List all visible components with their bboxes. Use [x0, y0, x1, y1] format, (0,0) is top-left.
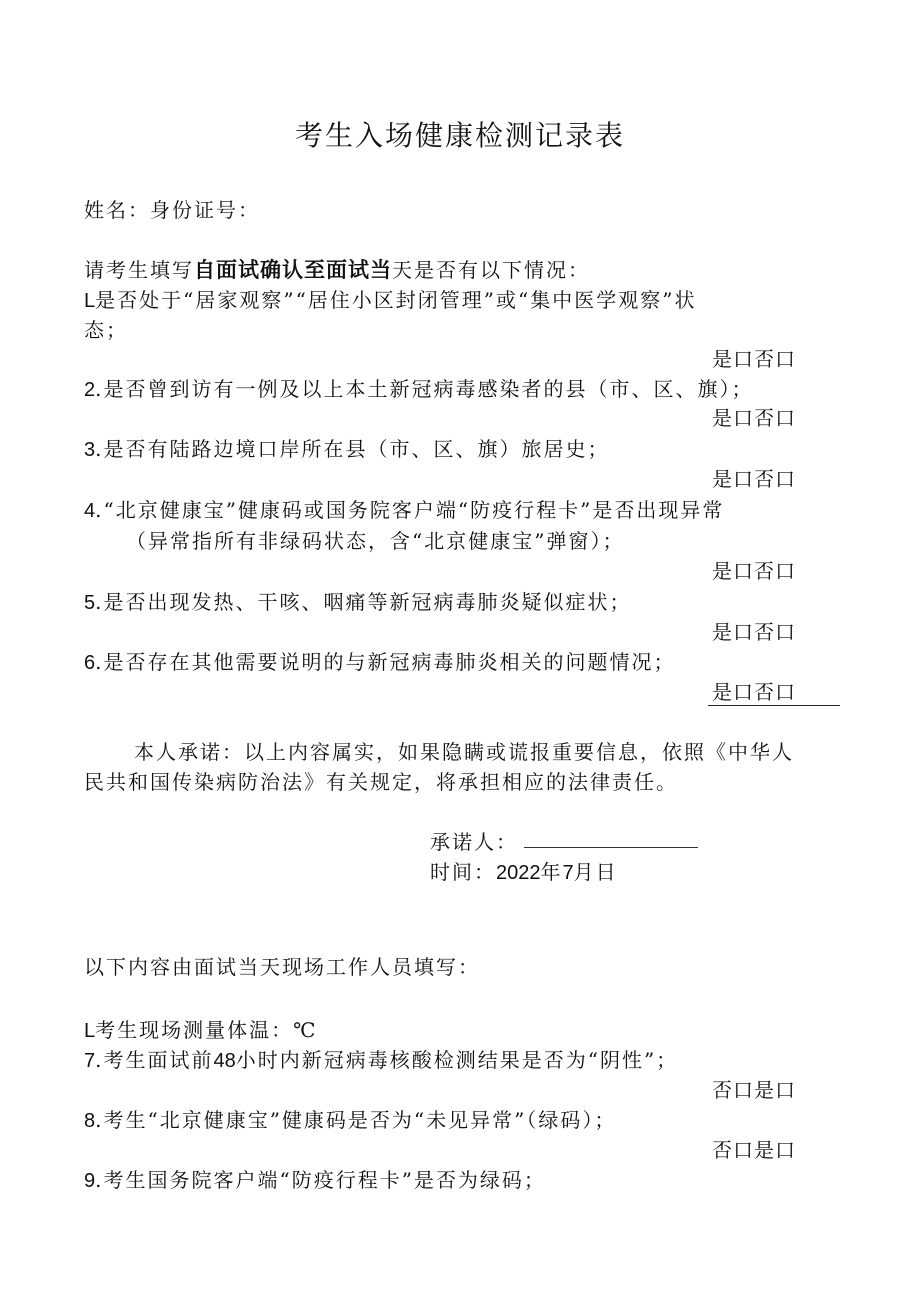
- question-6-number: 6: [84, 652, 96, 674]
- date-year-unit: 年: [540, 860, 563, 884]
- staff-item-9-text: .考生国务院客户端“防疫行程卡”是否为绿码；: [95, 1168, 546, 1192]
- question-2-number: 2: [84, 379, 96, 401]
- date-rest: 月日: [573, 860, 618, 884]
- question-5-options: 是口否口: [712, 620, 796, 644]
- staff-item-9: [84, 1166, 546, 1195]
- question-1-text: 是否处于“居家观察”“居住小区封闭管理”或“集中医学观察”状: [95, 288, 697, 312]
- question-3-number: 3: [84, 439, 96, 461]
- staff-item-7-text-post: 小时内新冠病毒核酸检测结果是否为“阴性”；: [235, 1048, 679, 1072]
- staff-item-7-options: 否口是口: [712, 1078, 796, 1102]
- question-4-number: 4: [84, 500, 96, 522]
- question-4-text: .“北京健康宝”健康码或国务院客户端“防疫行程卡”是否出现异常: [95, 498, 725, 522]
- date-month: 7: [562, 862, 574, 884]
- question-4-line2: （异常指所有非绿码状态，含“北京健康宝”弹窗）；: [126, 529, 625, 553]
- staff-heading: 以下内容由面试当天现场工作人员填写：: [84, 955, 480, 979]
- staff-item-8-text: .考生“北京健康宝”健康码是否为“未见异常”（绿码）；: [95, 1108, 617, 1132]
- question-6-options: 是口否口: [712, 680, 796, 704]
- staff-item-7: [84, 1046, 678, 1075]
- question-4-options: 是口否口: [712, 559, 796, 583]
- signer-blank[interactable]: [524, 847, 698, 848]
- signer-line: [430, 828, 698, 856]
- page-title: 考生入场健康检测记录表: [294, 119, 625, 152]
- date-line: [430, 858, 618, 887]
- staff-item-7-text-num: 48: [213, 1050, 236, 1072]
- question-1-options: 是口否口: [712, 347, 796, 371]
- intro-pre: 请考生填写: [84, 258, 194, 282]
- identity-line: 姓名：身份证号：: [84, 198, 260, 222]
- staff-item-1: [84, 1016, 318, 1045]
- staff-item-9-number: 9: [84, 1170, 96, 1192]
- date-year: 2022: [496, 862, 541, 884]
- signer-label: 承诺人：: [430, 830, 518, 854]
- question-1-number: L: [84, 290, 96, 312]
- question-6-text: .是否存在其他需要说明的与新冠病毒肺炎相关的问题情况；: [95, 650, 676, 674]
- question-4-line1: [84, 496, 724, 525]
- staff-item-8-number: 8: [84, 1110, 96, 1132]
- intro-post: 天是否有以下情况：: [392, 258, 590, 282]
- staff-item-8: [84, 1106, 616, 1135]
- pledge-line1: 本人承诺：以上内容属实，如果隐瞒或谎报重要信息，依照《中华人: [134, 740, 794, 764]
- question-5-text: .是否出现发热、干咳、咽痛等新冠病毒肺炎疑似症状；: [95, 590, 632, 614]
- question-1-line2: 态；: [84, 318, 128, 342]
- intro-line: [84, 256, 590, 284]
- question-6-line1: [84, 648, 675, 677]
- intro-bold: 自面试确认至面试当: [194, 258, 392, 282]
- staff-item-1-number: L: [84, 1020, 96, 1042]
- question-2-options: 是口否口: [712, 406, 796, 430]
- question-5-line1: [84, 588, 631, 617]
- pledge-line2: 民共和国传染病防治法》有关规定，将承担相应的法律责任。: [84, 770, 678, 794]
- staff-item-7-number: 7: [84, 1050, 96, 1072]
- staff-item-1-text: 考生现场测量体温：℃: [95, 1018, 318, 1042]
- question-3-options: 是口否口: [712, 467, 796, 491]
- question-5-number: 5: [84, 592, 96, 614]
- date-label: 时间：: [430, 860, 496, 884]
- staff-item-8-options: 否口是口: [712, 1138, 796, 1162]
- question-1-line1: [84, 286, 696, 315]
- question-2-line1: [84, 375, 753, 404]
- question-6-underline: [708, 705, 840, 706]
- question-2-text: .是否曾到访有一例及以上本土新冠病毒感染者的县（市、区、旗）；: [95, 377, 754, 401]
- staff-item-7-text-pre: .考生面试前: [95, 1048, 214, 1072]
- question-3-line1: [84, 435, 609, 464]
- question-3-text: .是否有陆路边境口岸所在县（市、区、旗）旅居史；: [95, 437, 610, 461]
